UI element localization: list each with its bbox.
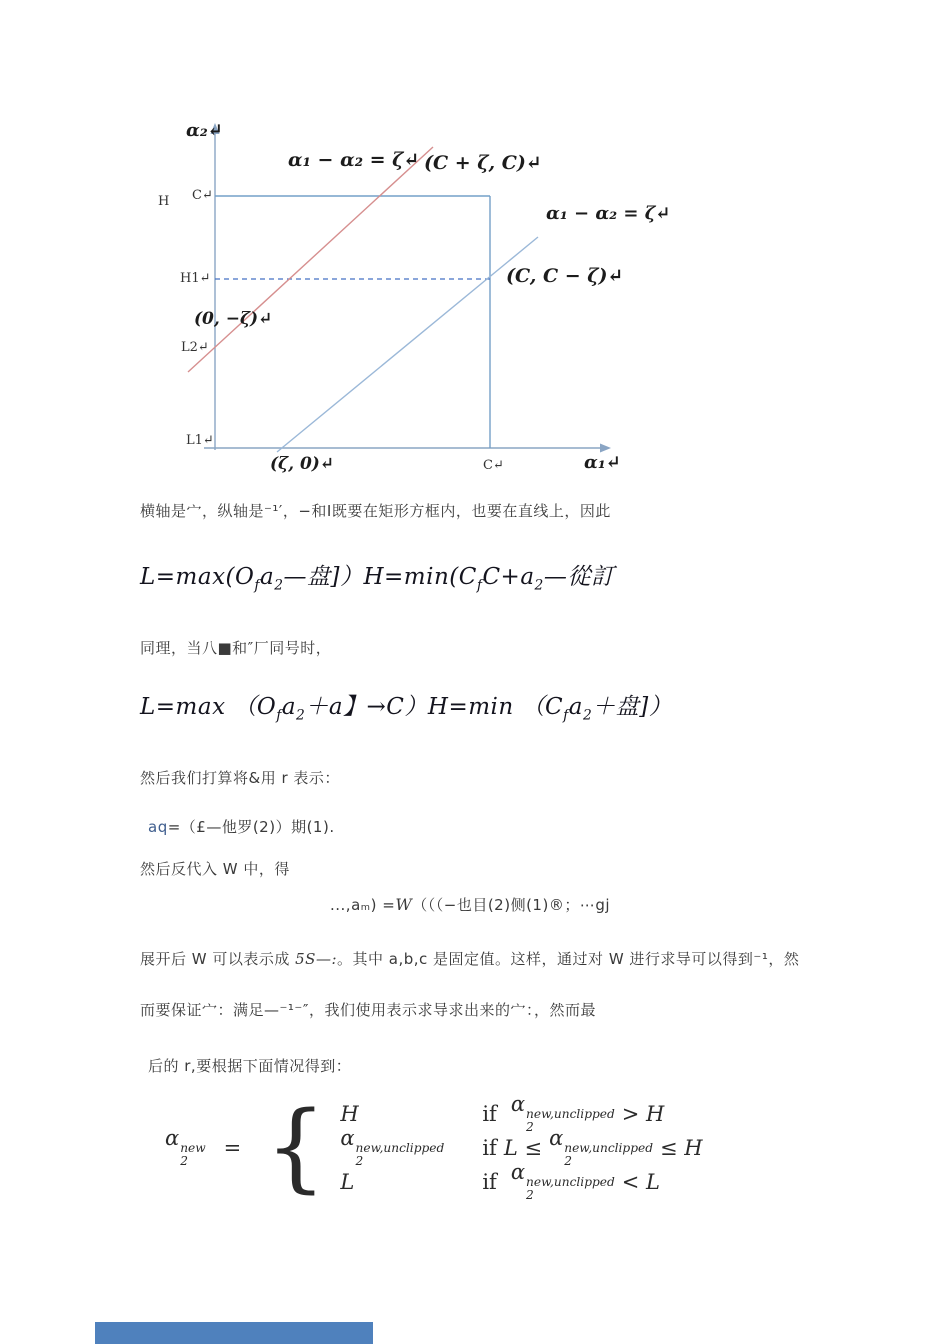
paragraph-expand-w xyxy=(140,948,860,969)
alpha-symbol: α xyxy=(510,1092,526,1117)
formula-segment: —從訂 xyxy=(543,564,615,590)
w-symbol: W xyxy=(395,895,413,914)
paragraph-express-with-r: 然后我们打算将&用 r 表示： xyxy=(140,769,340,787)
alpha-subscript: 2 xyxy=(526,1188,534,1203)
label-origin-neg-zeta: (0, −ζ)↵ xyxy=(194,309,273,329)
aq-term: aq xyxy=(148,818,168,836)
alpha-symbol: α xyxy=(510,1160,526,1185)
alpha-subscript: 2 xyxy=(526,1120,534,1135)
lhs-subscript: 2 xyxy=(180,1154,188,1169)
alpha-superscript: new,unclipped xyxy=(526,1174,615,1189)
alpha-subscript: 2 xyxy=(355,1154,364,1169)
alpha2-new-lhs xyxy=(165,1126,206,1169)
bottom-blue-bar xyxy=(95,1322,373,1344)
label-h1: H1↵ xyxy=(180,271,211,286)
condition-suffix: < L xyxy=(621,1169,660,1194)
paragraph-same-sign: 同理，当八■和″厂同号时， xyxy=(140,639,332,657)
paragraph-substitute-w: 然后反代入 W 中，得 xyxy=(140,860,290,878)
formula-segment: L=max （O xyxy=(140,694,277,720)
label-eq-right: α₁ − α₂ = ζ↵ xyxy=(546,203,671,224)
formula-segment: ＋盘]） xyxy=(592,694,673,720)
piecewise-row-middle xyxy=(340,1126,703,1169)
formula-segment: a xyxy=(568,694,583,720)
formula-w-line xyxy=(330,894,950,915)
expand-w-text-2: 。其中 a,b,c 是固定值。这样，通过对 W 进行求导可以得到⁻¹，然 xyxy=(337,950,800,968)
formula-subscript: 2 xyxy=(582,707,593,724)
formula-segment: ＋a】→C）H=min （C xyxy=(305,694,564,720)
formula-segment: a xyxy=(259,564,275,590)
piecewise-row-upper xyxy=(340,1092,702,1135)
label-zeta-zero: (ζ, 0)↵ xyxy=(270,454,335,474)
alpha-superscript: new,unclipped xyxy=(526,1106,615,1121)
piecewise-rows xyxy=(340,1092,703,1203)
lhs-supsub xyxy=(180,1142,205,1169)
condition-prefix: L ≤ xyxy=(503,1135,543,1160)
if-keyword: if xyxy=(482,1169,497,1194)
equals-sign: = xyxy=(223,1135,242,1160)
label-l2: L2↵ xyxy=(181,340,209,355)
label-h: H xyxy=(158,194,170,209)
formula-lh-bounds-1 xyxy=(140,558,614,594)
if-keyword: if xyxy=(482,1135,497,1160)
alpha-symbol: α xyxy=(340,1126,355,1151)
svm-alpha-bounds-diagram xyxy=(0,0,950,500)
constraint-line-red xyxy=(188,147,433,372)
paragraph-constraint-note: 而要保证宀：满足—⁻¹⁻″，我们使用表示求导求出来的宀：，然而最 xyxy=(140,1001,596,1019)
alpha-supsub xyxy=(356,1142,445,1169)
if-keyword: if xyxy=(482,1101,497,1126)
alpha-symbol: α xyxy=(165,1126,180,1151)
x-axis-label: α₁↵ xyxy=(584,452,621,473)
formula-segment: L=max(O xyxy=(140,564,255,590)
paragraph-cases-intro: 后的 r,要根据下面情况得到： xyxy=(148,1057,352,1075)
constraint-line-blue xyxy=(277,237,538,452)
formula-segment: —盘]）H=min(C xyxy=(283,564,477,590)
label-point-right: (C, C − ζ)↵ xyxy=(506,265,624,287)
case-value: L xyxy=(340,1169,355,1194)
alpha-superscript: new,unclipped xyxy=(355,1140,445,1155)
formula-segment: C+a xyxy=(482,564,535,590)
formula-lh-bounds-2 xyxy=(140,688,672,724)
y-axis-label: α₂↵ xyxy=(186,120,223,141)
formula-subscript: 2 xyxy=(534,577,544,594)
label-point-top: (C + ζ, C)↵ xyxy=(424,152,542,174)
formula-subscript: f xyxy=(476,577,483,594)
aq-rest: =（£—他罗(2)）期(1). xyxy=(167,818,335,836)
alpha-unclipped-term xyxy=(511,1160,615,1203)
label-c-top: C↵ xyxy=(192,188,213,203)
expand-w-text-1: 展开后 W 可以表示成 xyxy=(140,950,296,968)
paragraph-axes-note: 横轴是宀，纵轴是⁻¹′，−和Ⅰ既要在矩形方框内，也要在直线上，因此 xyxy=(140,502,611,520)
alpha-supsub xyxy=(526,1176,615,1203)
alpha-symbol: α xyxy=(549,1126,564,1151)
label-c-bottom: C↵ xyxy=(483,458,504,473)
condition-suffix: > H xyxy=(621,1101,665,1126)
w-line-rest: （（（−也目(2)侧(1)®；⋯gj xyxy=(412,896,611,914)
label-eq-top: α₁ − α₂ = ζ↵ xyxy=(288,149,420,171)
alpha-superscript: new,unclipped xyxy=(564,1140,653,1155)
case-value: H xyxy=(340,1101,359,1126)
label-l1: L1↵ xyxy=(186,433,214,448)
formula-segment: a xyxy=(281,694,297,720)
piecewise-clipping-formula xyxy=(165,1091,703,1204)
condition-suffix: ≤ H xyxy=(660,1135,703,1160)
formula-subscript: f xyxy=(254,577,260,594)
formula-subscript: f xyxy=(563,707,569,724)
piecewise-row-lower xyxy=(340,1160,702,1203)
diagram-canvas xyxy=(0,0,950,500)
lhs-superscript: new xyxy=(180,1140,206,1155)
alpha-unclipped-term xyxy=(340,1126,444,1169)
formula-subscript: 2 xyxy=(274,577,284,594)
left-brace: { xyxy=(265,1091,327,1204)
alpha-subscript: 2 xyxy=(564,1154,572,1169)
formula-subscript: f xyxy=(276,707,282,724)
expand-w-italic: 5S—: xyxy=(295,950,338,968)
w-line-prefix: ...,aₘ) = xyxy=(330,896,396,914)
formula-aq-line xyxy=(148,816,868,837)
formula-subscript: 2 xyxy=(296,707,306,724)
